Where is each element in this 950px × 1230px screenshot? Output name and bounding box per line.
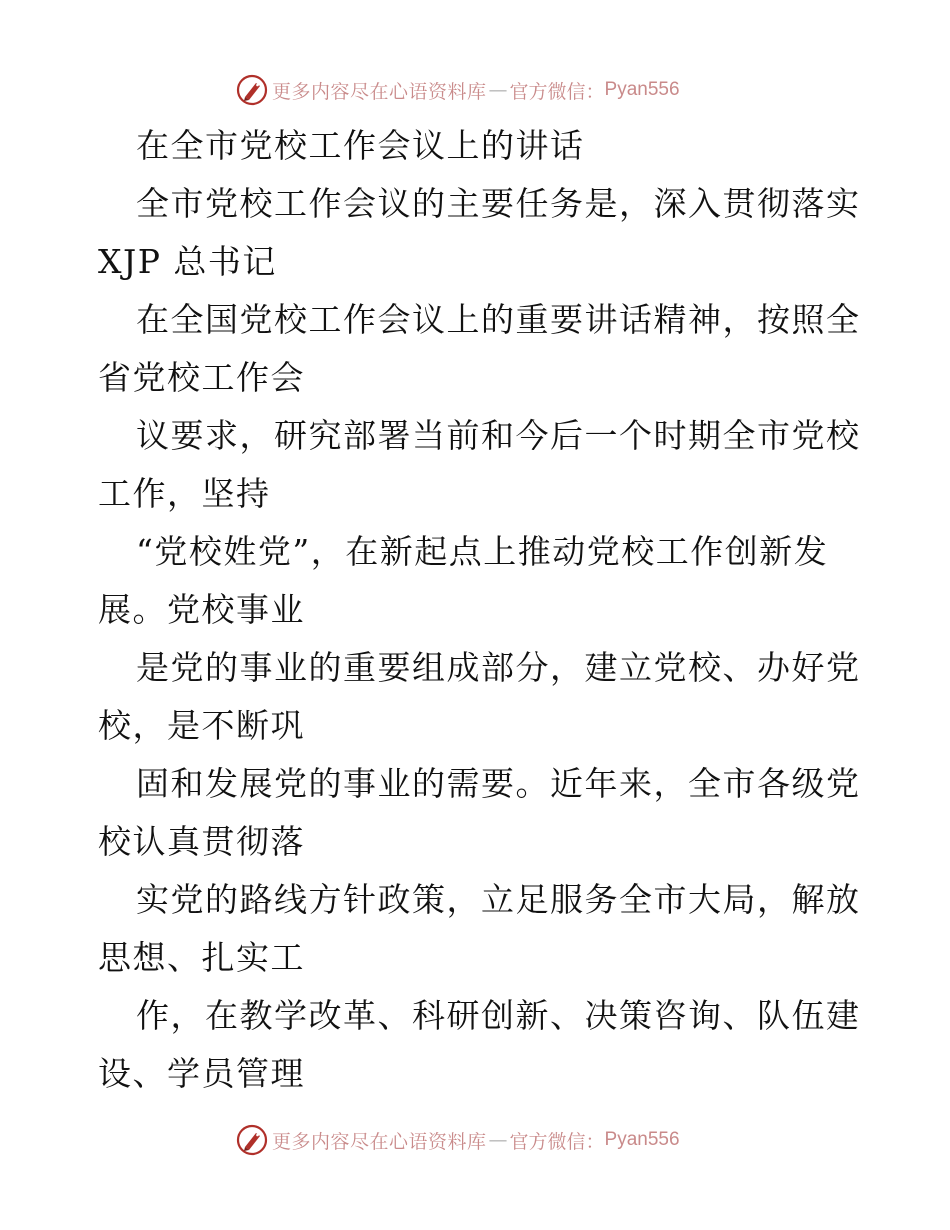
watermark-sub: 官方微信：	[509, 1130, 605, 1153]
watermark-id: Pyan556	[604, 1129, 680, 1150]
watermark-text: 更多内容尽在心语资料库	[272, 80, 487, 103]
text-line: 设、学员管理	[98, 1054, 305, 1093]
text-line: 作，在教学改革、科研创新、决策咨询、队伍建	[136, 996, 861, 1035]
text-line: 在全国党校工作会议上的重要讲话精神，按照全	[136, 300, 861, 339]
text-line: XJP 总书记	[98, 242, 277, 281]
document-title: 在全市党校工作会议上的讲话	[136, 126, 585, 165]
pen-logo-icon	[236, 1124, 268, 1156]
text-line: 议要求，研究部署当前和今后一个时期全市党校	[136, 416, 861, 455]
text-line: 工作，坚持	[98, 474, 271, 513]
document-body	[98, 117, 861, 1103]
watermark-dash: —	[488, 1129, 508, 1151]
header-watermark	[236, 72, 716, 108]
footer-watermark	[236, 1122, 716, 1158]
text-line: 校认真贯彻落	[98, 822, 305, 861]
text-line: 实党的路线方针政策，立足服务全市大局，解放	[136, 880, 861, 919]
watermark-dash: —	[488, 79, 508, 101]
text-line: 固和发展党的事业的需要。近年来，全市各级党	[136, 764, 861, 803]
watermark-sub: 官方微信：	[509, 80, 605, 103]
text-line: 全市党校工作会议的主要任务是，深入贯彻落实	[136, 184, 861, 223]
text-line: “党校姓党”，在新起点上推动党校工作创新发	[136, 532, 829, 571]
watermark-text: 更多内容尽在心语资料库	[272, 1130, 487, 1153]
pen-logo-icon	[236, 74, 268, 106]
text-line: 是党的事业的重要组成部分，建立党校、办好党	[136, 648, 861, 687]
watermark-id: Pyan556	[604, 79, 680, 100]
text-line: 思想、扎实工	[98, 938, 305, 977]
text-line: 展。党校事业	[98, 590, 305, 629]
text-line: 校，是不断巩	[98, 706, 305, 745]
text-line: 省党校工作会	[98, 358, 305, 397]
